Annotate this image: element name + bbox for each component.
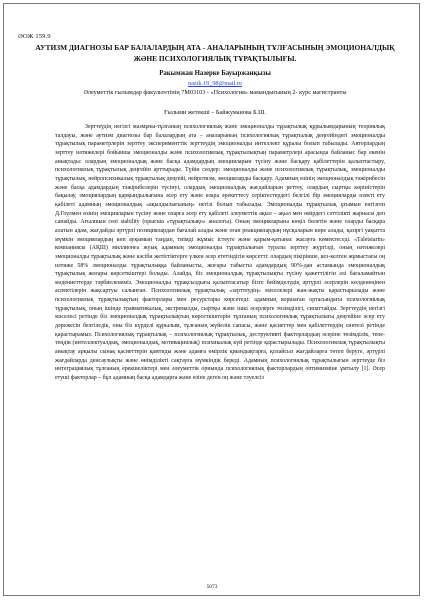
author-affiliation: Әлеуметтік ғылымдар факультетінің 7М03103 - «Психология» мамандығының 2- курс магистранты	[83, 89, 347, 96]
author-email-link[interactable]: nazik.19_98@mail.ru	[188, 80, 242, 87]
article-title: АУТИЗМ ДИАГНОЗЫ БАР БАЛАЛАРДЫҢ АТА - АНАЛАРЫНЫҢ ТҰЛҒАСЫНЫҢ ЭМОЦИОНАЛДЫҚ ЖӘНЕ ПСИХОЛОГИЯЛЫҚ ТҰРАҚТЫЛЫҒЫ.	[35, 43, 395, 63]
udc-code: ӘОЖ 159.9	[18, 33, 51, 40]
article-body: Зерттеудің негізгі мазмұны-тұлғаның психологиялық және эмоционалды тұрақтылық құрылымдарының теориялық талдауы, және аутизм диагнозы бар балалардың ата – аналарының психологиялық тұрақтылық деңгейіндегі эмоционалды тұрақтылық параметрлерін зерттеу эксперименттік зерттеудің эмоционалды интеллект құралы болып табылады. Авторлардың зерттеу нәтижелері бойынша эмоционалды және психологиялық тұрақтылықтың параметрлері арасында байланыс бар екенін анықтады: олардың эмоционалдық және басқа адамдардың эмоцияларын түсіну және басқару қабілеттерін қалыптастыру, психологиялық тұрақтылық деңгейін арттырады. Түйін сөздер: эмоционалды және психологиялық тұрақтылық, эмоционалды тұрақтылық, нейропсихикалық тұрақтылық деңгейі, нейротизм, эмоцияларды басқару. Адамның өзінің эмоционалдық тәжірибесін және басқа адамдардың тәжірибелерін түсінуі, олардың эмоционалдық жағдайларын реттеу, олардың сыртқы көріністерін бақылау, эмоциялардың қарқындылығына әсер ету және өзара әрекеттесу серіктестердегі белгілі бір эмоцияларды өзекті ету қабілеті адамның эмоционалдық «ақылдылығының» негізі болып табылады. Эмоционалды тұрақтылық ұғымын енгізген Д.Гоулмен өзінің эмоцияларын түсіну және оларға әсер ету қабілеті әлеуметтік ақыл – ақыл мен өмірдегі сәттілікті жарнасы деп санайды. Ағылшын сөзі stability (орысша «тұрақтылықо» аналогы). Оның эмоцияларына көңіл бөлетін және оларды басқара алатын адам, жағдайды әртүрлі позициялардан бағалай алады және оған реакциялардың нұсқаларын көре алады, қазіргі уақытта мүмкін эмоциялардың көп ауқымын таңдап, тиімді жұмыс істеуге және қарым-қатынас жасауға көмектеседі. «Таletstarin» компаниясы (АҚШ) миллионға жуық адамның эмоционалды тұрақтылығын туралы зерттеу жүргізді, оның нәтижелері эмоционалды тұрақтылық және кәсіби жетістіктерге үлкен әсер ететіндігін көрсетті: олардың пікірінше, кез-келген жұмыстағы оң нәтиже 58% эмоционалды тұрақтылыққа байланысты, жоғары табысты адамдардың 90%-дан астамында эмоционалдық тұрақтылық жоғары көрсеткіштері болады. Алайда, біз эмоционалдық тұрақтылықты түсіну қажеттілігін әлі бағаламайтын мәдениеттерде тәрбиеленеміз. Эмоционалды тұрақсыздығы қалыптасатыр бізге бейімделудің әртүрлі әсерлерін көлденеңінен аспектілерін жақсартуы салынған. Психологиялық тұрақтылық «зерттеудің» мәселелері жан-жақты қарастырылады және психологиялық тұрақтылықтың факторлары мен ресурстары көрсетеді: адамның коршаған ортасындағы психологиялық тұрақтылық, оның ішінде травматикалық, экстремалды, сыртқы және ішкі әсерлерге төзімділігі, сипаттайды. Зерттеудің негізгі мәселесі ретінде біз эмоционалдық тұрақтылықтың көрсеткіштерін тұлғаның психологиялық тұрақтылығы деңгейіне әсер ету дәрежесін белгіледік, оны біз күрделі құрылым, тұлғаның жүйелік сапасы, және қасиеттер мен қабілеттердің синтезі ретінде қарастырамыз. Психологиялық тұрақтылық – психологиялық тұрақтылық, деструктивті факторлардың әсеріне төзімділік, тепе-теңдік (интеллектуалдық, эмоционалдық, мотивациялық) психикалық күй ретінде қарастырылады. Психологиялық тұрақтылықты анықтау арқылы сынақ қасиеттерін қамтиды және адамға өмірлік қиындықтарға, қолайсыз жағдайларға төтеп беруге, әртүрлі жағдайларда денсаулықты және өнімділікті сақтауға мүмкіндік береді. Адамның психологиялық тұрақтылығын зерттеуде біз интеграциялық тұлғаның ерекшеліктері мен әлеуметтік орнында психологиялық факторлардың оптимизміне ұмтылу [1]. Әсер етуші факторлар – бұл адамның басқа адамдарға және өзіне деген оң және тәуелсіз	[55, 124, 385, 382]
page-number: 5073	[206, 584, 218, 590]
author-name: Ракымжан Назерке Бауыржанқызы	[159, 70, 271, 77]
scientific-advisor: Ғылыми жетекші – Байжуманова Б.Ш.	[164, 109, 266, 116]
